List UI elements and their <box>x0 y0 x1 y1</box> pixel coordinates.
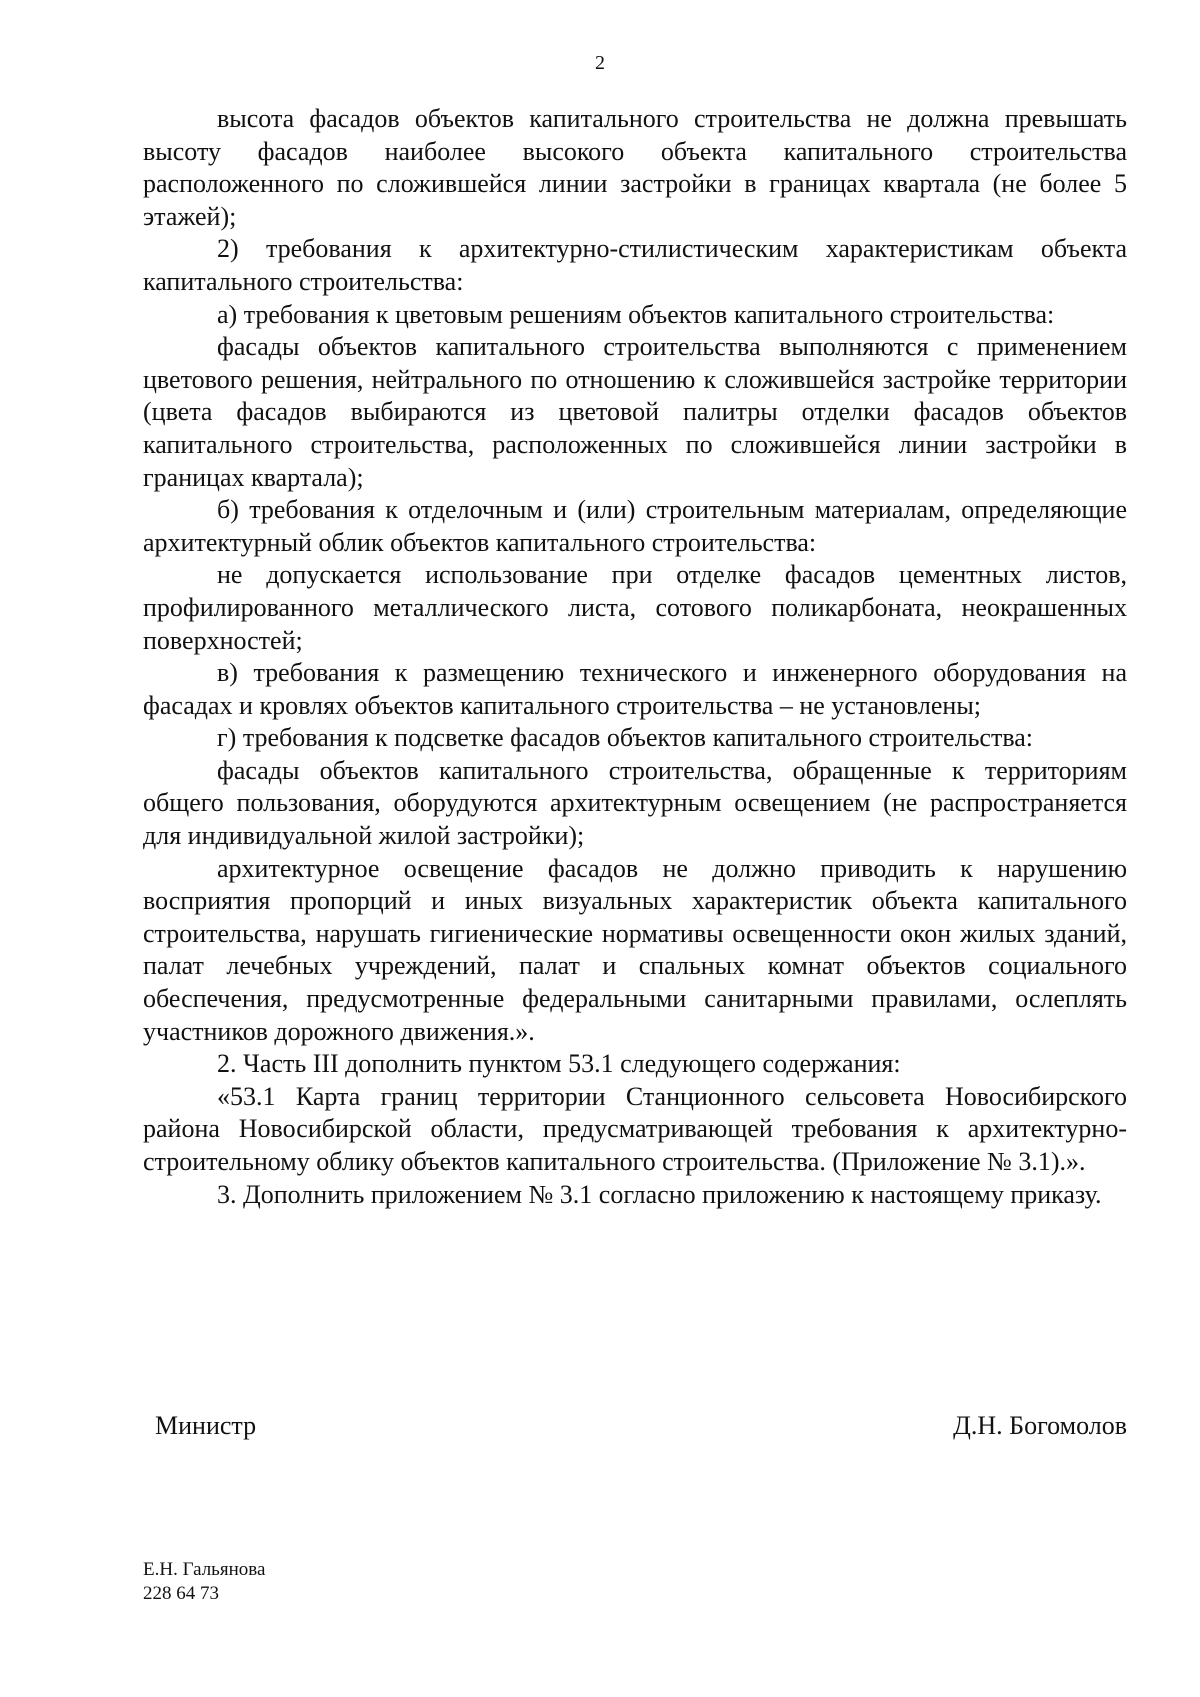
paragraph-item-b: б) требования к отделочным и (или) строительным материалам, определяющие архитектурный облик объектов капитального строительства: <box>143 495 1127 557</box>
signer-name: Д.Н. Богомолов <box>953 1411 1127 1440</box>
paragraph-item-2: 2) требования к архитектурно-стилистическим характеристикам объекта капитального строительства: <box>143 234 1127 296</box>
document-body <box>143 103 1127 1211</box>
paragraph-clause-2: 2. Часть III дополнить пунктом 53.1 следующего содержания: <box>217 1049 901 1079</box>
page-number: 2 <box>595 52 605 74</box>
paragraph-item-a: а) требования к цветовым решениям объектов капитального строительства: <box>217 299 1055 329</box>
paragraph-lighting-requirement: фасады объектов капитального строительства, обращенные к территориям общего пользования, оборудуются архитектурным освещением (не распространяется для индивидуальной жилой застройки); <box>143 755 1127 851</box>
paragraph-item-g: г) требования к подсветке фасадов объектов капитального строительства: <box>217 723 1034 753</box>
author-block <box>143 1558 265 1606</box>
signature-block <box>155 1410 1127 1442</box>
paragraph-materials-restriction: не допускается использование при отделке фасадов цементных листов, профилированного металлического листа, сотового поликарбоната, неокрашенных поверхностей; <box>143 560 1127 655</box>
paragraph-item-v: в) требования к размещению технического и инженерного оборудования на фасадах и кровлях объектов капитального строительства – не установлены; <box>143 658 1127 720</box>
paragraph-lighting-restrictions: архитектурное освещение фасадов не должно приводить к нарушению восприятия пропорций и иных визуальных характеристик объекта капитального строительства, нарушать гигиенические нормативы освещенности окон жилых зданий, палат лечебных учреждений, палат и спальных комнат объектов социального обеспечения, предусмотренные федеральными санитарными правилами, ослеплять участников дорожного движения.». <box>143 853 1127 1046</box>
author-name: Е.Н. Гальянова <box>143 1559 266 1580</box>
paragraph-clause-3: 3. Дополнить приложением № 3.1 согласно приложению к настоящему приказу. <box>217 1179 1102 1209</box>
signer-position: Министр <box>155 1411 257 1440</box>
paragraph-color-solutions: фасады объектов капитального строительства выполняются с применением цветового решения, нейтрального по отношению к сложившейся застройке территории (цвета фасадов выбираются из цветовой палитры отделки фасадов объектов капитального строительства, расположенных по сложившейся линии застройки в границах квартала); <box>143 332 1127 492</box>
paragraph-facade-height: высота фасадов объектов капитального строительства не должна превышать высоту фасадов наиболее высокого объекта капитального строительства расположенного по сложившейся линии застройки в границах квартала (не более 5 этажей); <box>143 104 1127 231</box>
author-phone: 228 64 73 <box>143 1583 219 1604</box>
paragraph-clause-53-1: «53.1 Карта границ территории Станционного сельсовета Новосибирского района Новосибирской области, предусматривающей требования к архитектурно-строительному облику объектов капитального строительства. (Приложение № 3.1).». <box>143 1081 1127 1176</box>
